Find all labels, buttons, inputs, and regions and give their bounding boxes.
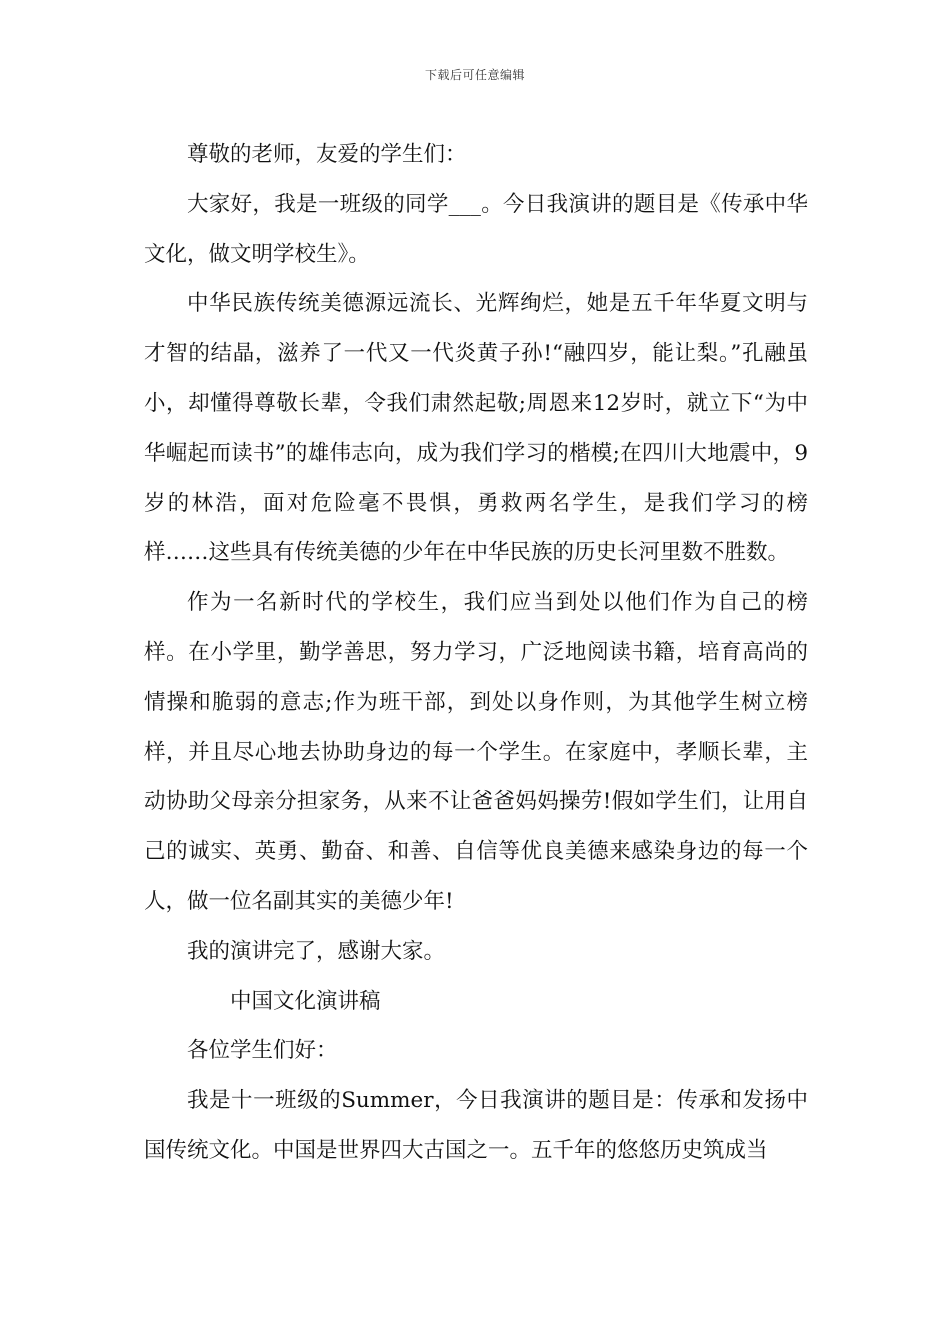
paragraph-closing: 我的演讲完了，感谢大家。: [187, 938, 446, 964]
greeting: 尊敬的老师，友爱的学生们：: [187, 142, 467, 167]
paragraph-virtues: 中华民族传统美德源远流长、光辉绚烂，她是五千年华夏文明与才智的结晶，滋养了一代又一代炎黄子孙!“融四岁，能让梨。”孔融虽小，却懂得尊敬长辈，令我们肃然起敬;周恩来12岁时，就立下“为中华崛起而读书”的雄伟志向，成为我们学习的楷模;在四川大地震中，9岁的林浩，面对危险毫不畏惧，勇救两名学生，是我们学习的榜样……这些具有传统美德的少年在中华民族的历史长河里数不胜数。: [144, 291, 808, 566]
second-greeting: 各位学生们好：: [187, 1038, 338, 1064]
second-speech-title: 中国文化演讲稿: [230, 988, 381, 1014]
paragraph-role-model: 作为一名新时代的学校生，我们应当到处以他们作为自己的榜样。在小学里，勤学善思，努力学习，广泛地阅读书籍，培育高尚的情操和脆弱的意志;作为班干部，到处以身作则，为其他学生树立榜样，并且尽心地去协助身边的每一个学生。在家庭中，孝顺长辈，主动协助父母亲分担家务，从来不让爸爸妈妈操劳!假如学生们，让用自己的诚实、英勇、勤奋、和善、自信等优良美德来感染身边的每一个人，做一位名副其实的美德少年!: [144, 590, 808, 914]
second-paragraph: 我是十一班级的Summer，今日我演讲的题目是：传承和发扬中国传统文化。中国是世界四大古国之一。五千年的悠悠历史筑成当: [144, 1088, 808, 1163]
paragraph-intro: 大家好，我是一班级的同学___。今日我演讲的题目是《传承中华文化，做文明学校生》。: [144, 191, 808, 267]
page-header: 下载后可任意编辑: [424, 68, 525, 82]
document-body: [144, 130, 808, 1176]
